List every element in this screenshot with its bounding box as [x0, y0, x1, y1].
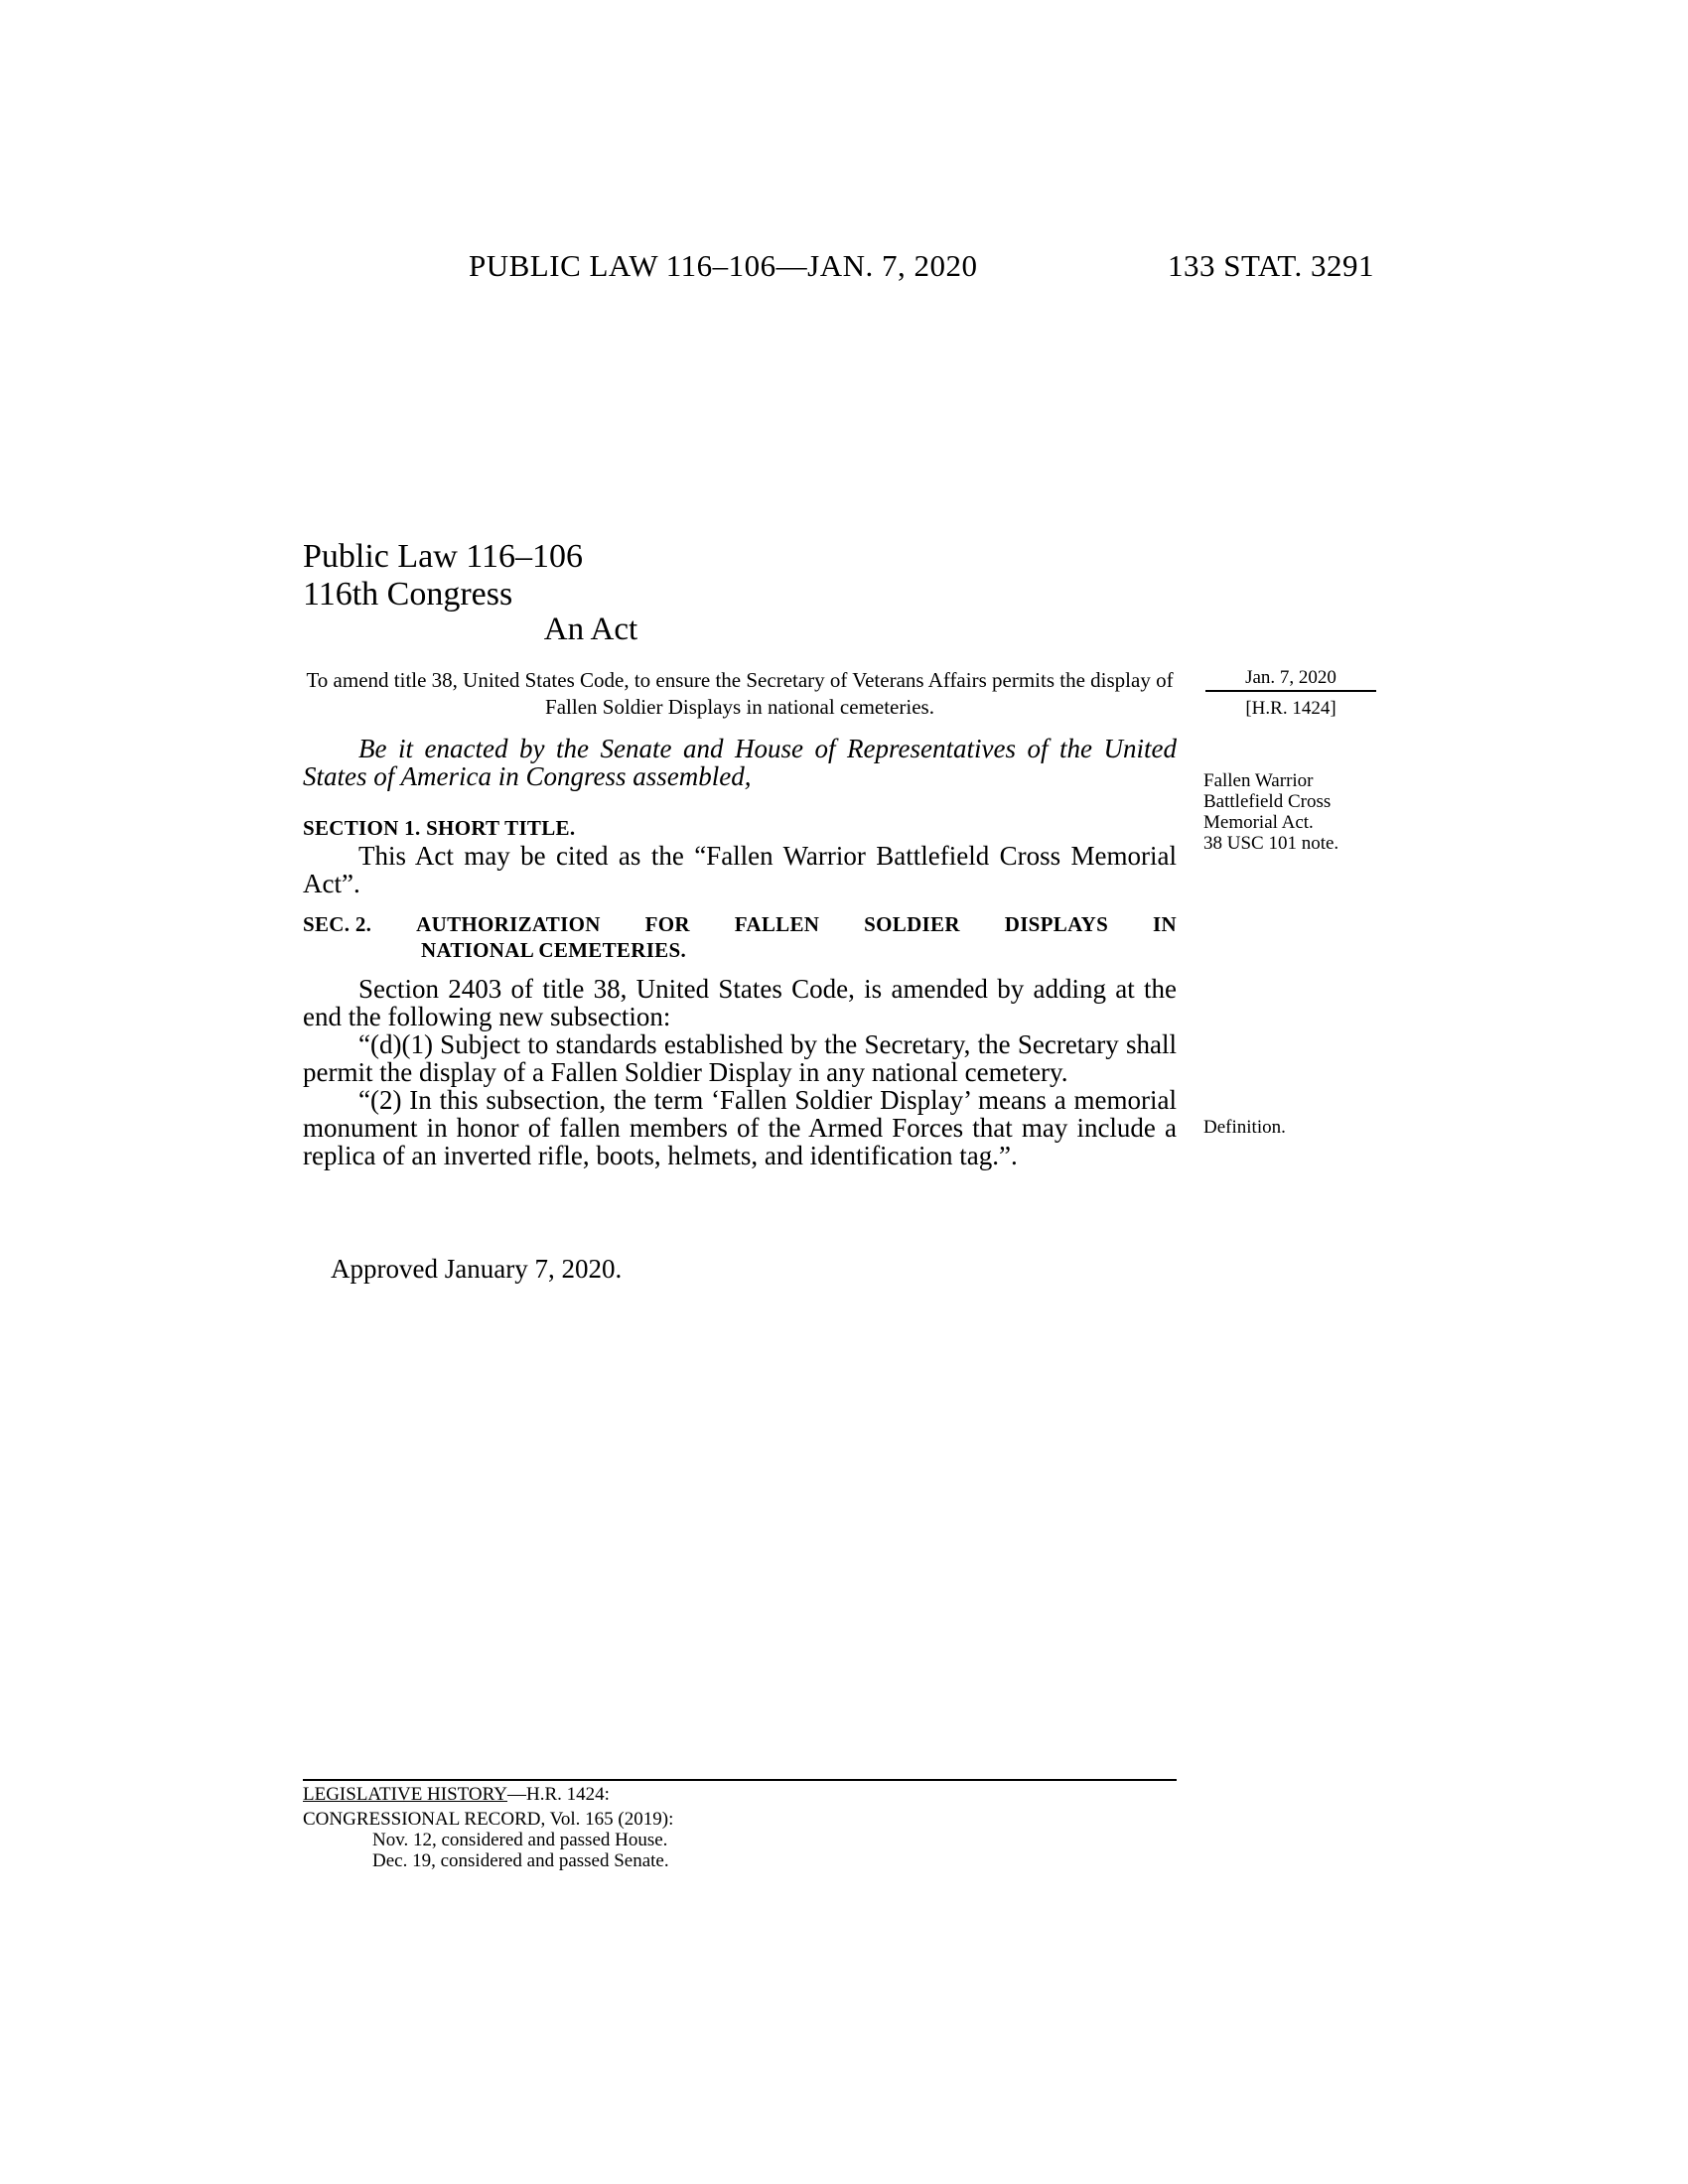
margin-note-definition: Definition.	[1203, 1117, 1286, 1138]
section-2-paragraph: “(d)(1) Subject to standards established by the Secretary, the Secretary shall permit the display of a Fallen Soldier Display in any national cemetery.	[303, 1029, 1177, 1087]
running-header-page-number: 133 STAT. 3291	[1167, 248, 1374, 283]
heading-word: SOLDIER	[864, 912, 960, 936]
enactment-date: Jan. 7, 2020	[1205, 667, 1376, 692]
margin-note-short-title	[1203, 770, 1382, 854]
section-2-number: SEC. 2.	[303, 912, 372, 936]
footer-divider	[303, 1779, 1177, 1781]
heading-word: FALLEN	[734, 912, 820, 936]
section-2-heading-line-1	[303, 911, 1177, 937]
margin-note-date	[1205, 667, 1376, 719]
section-2-heading-line-2: NATIONAL CEMETERIES.	[421, 938, 687, 962]
approval-date: Approved January 7, 2020.	[331, 1254, 623, 1284]
section-2-paragraph: Section 2403 of title 38, United States Code, is amended by adding at the end the following new subsection:	[303, 974, 1177, 1031]
bill-number: [H.R. 1424]	[1245, 698, 1336, 719]
heading-word: FOR	[644, 912, 690, 936]
legislative-history-title	[303, 1784, 610, 1805]
margin-note-line: Battlefield Cross	[1203, 791, 1332, 812]
law-number: Public Law 116–106	[303, 538, 584, 575]
legislative-action: Dec. 19, considered and passed Senate.	[372, 1850, 669, 1871]
congress-number: 116th Congress	[303, 576, 513, 613]
congressional-record: CONGRESSIONAL RECORD, Vol. 165 (2019):	[303, 1809, 674, 1830]
section-1-heading: SECTION 1. SHORT TITLE.	[303, 816, 576, 840]
legislative-action: Nov. 12, considered and passed House.	[372, 1830, 668, 1850]
purpose-statement: To amend title 38, United States Code, to ensure the Secretary of Veterans Affairs permits the display of Fallen Soldier Displays in national cemeteries.	[306, 668, 1174, 719]
legislative-history-label: LEGISLATIVE HISTORY	[303, 1784, 508, 1805]
legislative-history	[303, 1784, 673, 1871]
enacting-clause: Be it enacted by the Senate and House of Representatives of the United States of America in Congress assembled,	[303, 734, 1177, 791]
heading-word: DISPLAYS	[1004, 912, 1109, 936]
margin-note-line: Fallen Warrior	[1203, 770, 1314, 791]
heading-word: IN	[1153, 912, 1177, 936]
margin-note-line: Memorial Act.	[1203, 812, 1314, 833]
legislative-history-bill: —H.R. 1424:	[507, 1784, 610, 1805]
an-act-heading: An Act	[543, 612, 638, 647]
margin-note-line: 38 USC 101 note.	[1203, 833, 1339, 854]
section-2-text	[303, 975, 1177, 1169]
section-1-text: This Act may be cited as the “Fallen Warrior Battlefield Cross Memorial Act”.	[303, 841, 1177, 898]
running-header-left: PUBLIC LAW 116–106—JAN. 7, 2020	[469, 248, 978, 283]
section-2-heading	[303, 911, 1177, 963]
heading-word: AUTHORIZATION	[416, 912, 601, 936]
section-2-paragraph: “(2) In this subsection, the term ‘Fallen Soldier Display’ means a memorial monument in honor of fallen members of the Armed Forces that may include a replica of an inverted rifle, boots, helmets, and identification tag.”.	[303, 1085, 1177, 1170]
